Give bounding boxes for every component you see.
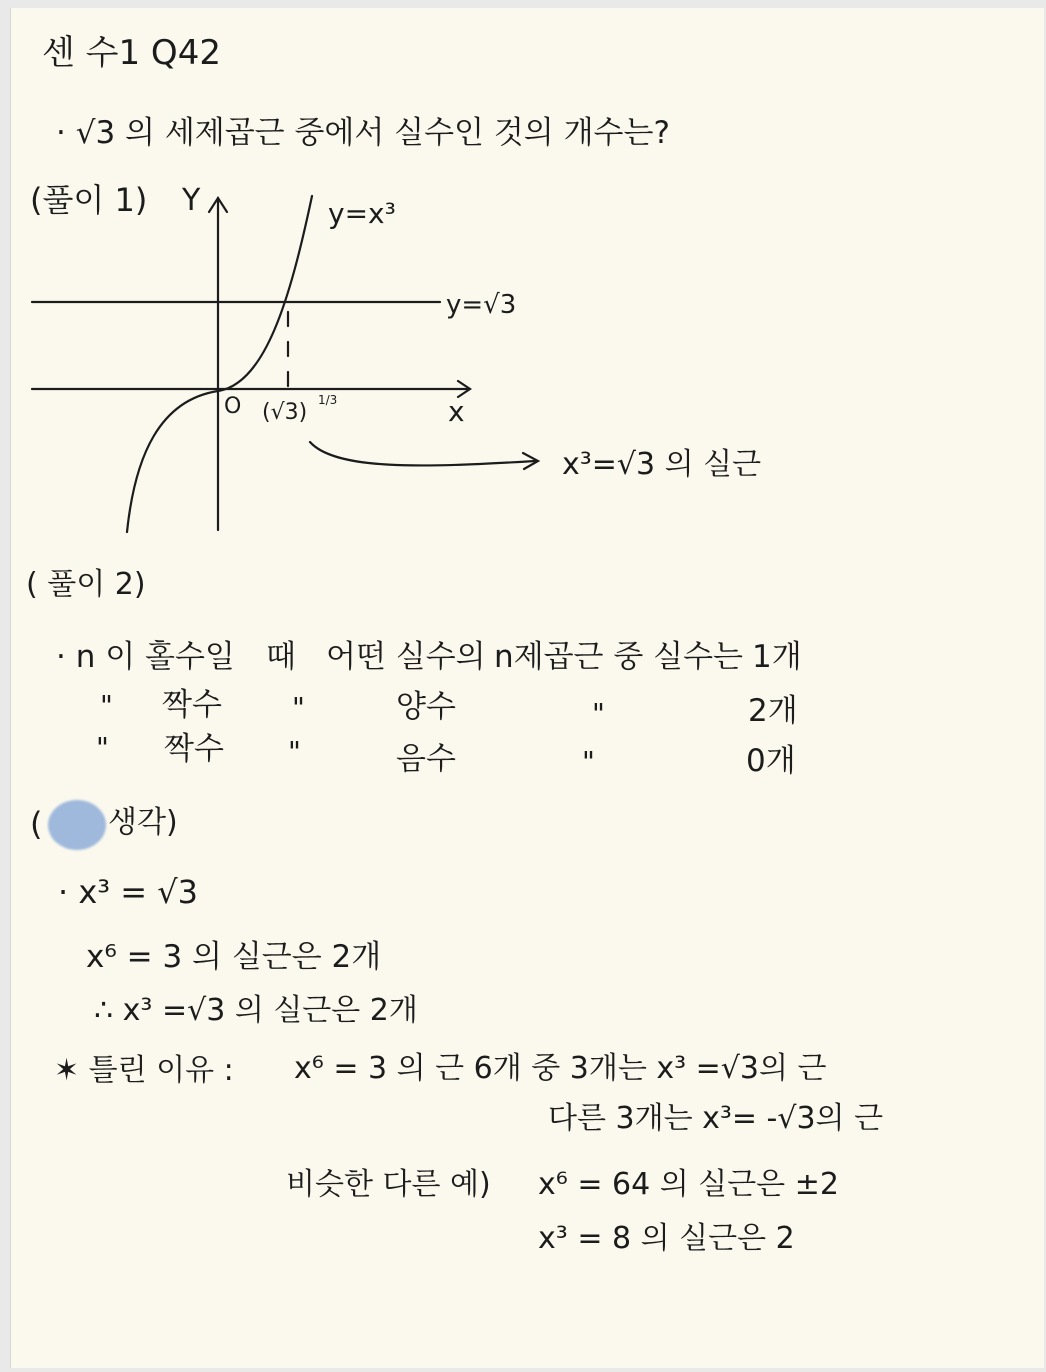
page-title: 센 수1 Q42 bbox=[42, 33, 221, 73]
cubic-curve bbox=[127, 196, 312, 532]
question-text: · √3 의 세제곱근 중에서 실수인 것의 개수는? bbox=[56, 115, 670, 151]
note-arrow bbox=[310, 442, 535, 465]
wrong-line-2: x⁶ = 3 의 실근은 2개 bbox=[86, 939, 382, 975]
wrong-heading-word: 생각) bbox=[108, 805, 178, 840]
row3-col2: 짝수 bbox=[164, 731, 224, 767]
row3-col5: " bbox=[582, 745, 595, 778]
wrong-heading-open: ( bbox=[30, 805, 43, 843]
solution2-heading: ( 풀이 2) bbox=[26, 567, 146, 602]
y-axis-label: Y bbox=[182, 183, 201, 218]
row3-col6: 0개 bbox=[746, 743, 796, 779]
intersect-x-label: (√3) bbox=[262, 400, 308, 425]
row2-col6: 2개 bbox=[748, 693, 798, 729]
row1-col4: n제곱근 중 실수는 bbox=[494, 639, 743, 675]
solution1-heading: (풀이 1) bbox=[30, 181, 148, 219]
curve-label: y=x³ bbox=[328, 197, 396, 230]
wrong-line-3: ∴ x³ =√3 의 실근은 2개 bbox=[94, 993, 418, 1028]
intersect-exponent: 1/3 bbox=[318, 393, 338, 407]
arrow-note: x³=√3 의 실근 bbox=[562, 447, 762, 482]
row1-col5: 1개 bbox=[752, 639, 802, 675]
row2-col2: 짝수 bbox=[162, 687, 222, 723]
row3-col1: " bbox=[96, 731, 109, 764]
row1-col3: 어떤 실수의 bbox=[326, 639, 486, 675]
row2-col3: " bbox=[292, 691, 305, 724]
example-line-2: x³ = 8 의 실근은 2 bbox=[538, 1221, 795, 1256]
wrong-line-1: · x³ = √3 bbox=[58, 873, 199, 911]
origin-label: O bbox=[224, 394, 242, 419]
row2-col5: " bbox=[592, 697, 605, 730]
row2-col1: " bbox=[100, 689, 113, 722]
x-axis-label: x bbox=[448, 395, 465, 428]
row1-col1: · n 이 홀수일 bbox=[56, 639, 235, 675]
example-line-1: x⁶ = 64 의 실근은 ±2 bbox=[538, 1167, 839, 1202]
row3-col3: " bbox=[288, 735, 301, 768]
reason-line-1: x⁶ = 3 의 근 6개 중 3개는 x³ =√3의 근 bbox=[294, 1051, 827, 1086]
reason-label: ✶ 틀린 이유 : bbox=[54, 1053, 234, 1088]
line-label: y=√3 bbox=[446, 290, 517, 320]
reason-line-2: 다른 3개는 x³= -√3의 근 bbox=[548, 1101, 884, 1136]
row3-col4: 음수 bbox=[396, 741, 456, 777]
example-label: 비슷한 다른 예) bbox=[286, 1167, 491, 1202]
row2-col4: 양수 bbox=[396, 689, 456, 725]
row1-col2: 때 bbox=[266, 639, 296, 675]
redaction-blur bbox=[48, 800, 106, 850]
